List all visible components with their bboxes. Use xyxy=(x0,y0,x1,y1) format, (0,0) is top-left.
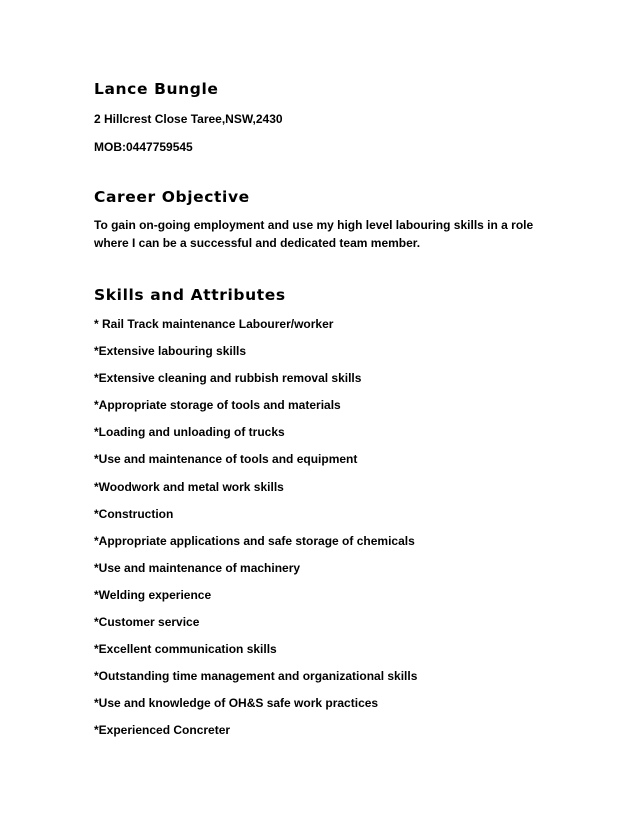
skill-item: *Loading and unloading of trucks xyxy=(94,425,285,440)
skills-list xyxy=(94,316,544,750)
career-objective-heading: Career Objective xyxy=(94,188,250,206)
skill-item: * Rail Track maintenance Labourer/worker xyxy=(94,317,334,331)
skills-heading: Skills and Attributes xyxy=(94,286,286,304)
career-objective-text: To gain on-going employment and use my high level labouring skills in a role where I can be a successful and dedicated team member. xyxy=(94,218,534,250)
resume-mobile: MOB:0447759545 xyxy=(94,140,193,154)
skill-item: *Use and maintenance of tools and equipment xyxy=(94,452,358,467)
skill-item: *Woodwork and metal work skills xyxy=(94,479,284,494)
skill-item: *Welding experience xyxy=(94,587,212,602)
skill-item: *Construction xyxy=(94,506,174,521)
skill-item: *Extensive cleaning and rubbish removal skills xyxy=(94,371,362,386)
skill-item: *Experienced Concreter xyxy=(94,723,231,738)
resume-address: 2 Hillcrest Close Taree,NSW,2430 xyxy=(94,112,283,126)
skill-item: *Appropriate storage of tools and materials xyxy=(94,398,341,413)
skill-item: *Outstanding time management and organizational skills xyxy=(94,669,418,684)
skill-item: *Appropriate applications and safe storage of chemicals xyxy=(94,533,415,548)
skill-item: *Customer service xyxy=(94,615,200,630)
skill-item: *Extensive labouring skills xyxy=(94,344,247,359)
resume-content xyxy=(94,78,544,750)
skill-item: *Excellent communication skills xyxy=(94,642,277,657)
skill-item: *Use and maintenance of machinery xyxy=(94,560,301,575)
skill-item: *Use and knowledge of OH&S safe work practices xyxy=(94,696,379,711)
resume-name: Lance Bungle xyxy=(94,80,219,98)
